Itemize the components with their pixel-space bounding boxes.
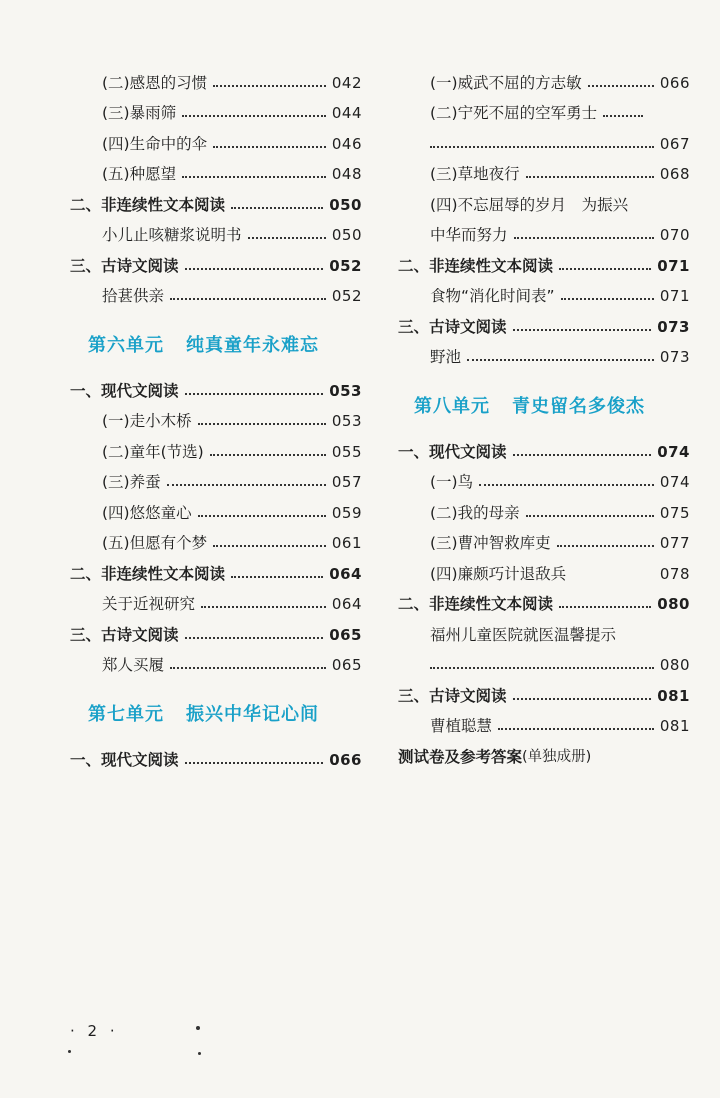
page-ref: 070	[659, 226, 690, 245]
unit-title: 纯真童年永难忘	[186, 335, 319, 356]
entry-title: 福州儿童医院就医温馨提示	[430, 625, 617, 644]
toc-continued-page[interactable]	[398, 129, 690, 160]
dot-leader	[167, 483, 326, 486]
toc-subsection-entry[interactable]	[70, 498, 362, 529]
dot-leader	[559, 605, 651, 608]
entry-title: (五)但愿有个梦	[102, 534, 208, 552]
dot-leader	[498, 727, 654, 730]
page-ref: 057	[331, 473, 362, 492]
unit-heading	[398, 373, 690, 437]
toc-section-entry[interactable]	[70, 620, 362, 651]
dot-leader	[182, 114, 326, 117]
page-ref: 081	[659, 717, 690, 736]
toc-subsection-entry[interactable]	[70, 129, 362, 160]
dot-leader	[513, 328, 652, 331]
page-ref: 066	[329, 750, 362, 769]
page-ref: 074	[657, 442, 690, 461]
toc-item-entry[interactable]	[70, 221, 362, 252]
dot-leader	[526, 175, 654, 178]
dot-leader	[603, 114, 643, 117]
page-ref: 044	[331, 104, 362, 123]
page-ref: 074	[659, 473, 690, 492]
entry-title: 食物“消化时间表”	[430, 287, 555, 305]
toc-item-entry[interactable]	[398, 343, 690, 374]
toc-section-entry[interactable]	[70, 745, 362, 776]
entry-title: 三、古诗文阅读	[398, 686, 507, 705]
toc-subsection-entry[interactable]	[398, 559, 690, 590]
toc-section-entry[interactable]	[398, 312, 690, 343]
page-ref: 067	[659, 134, 690, 153]
unit-heading	[70, 681, 362, 745]
entry-title: 关于近视研究	[102, 595, 196, 613]
page-ref: 073	[657, 317, 690, 336]
toc-item-entry[interactable]	[398, 712, 690, 743]
page-ref: 078	[659, 564, 690, 583]
toc-section-entry[interactable]	[398, 590, 690, 621]
page-ref: 066	[659, 73, 690, 92]
page-ref: 053	[329, 381, 362, 400]
toc-subsection-entry[interactable]	[398, 190, 690, 221]
toc-subsection-entry[interactable]	[398, 99, 690, 130]
page-ref: 052	[331, 287, 362, 306]
dot-leader	[198, 514, 326, 517]
toc-right-column	[398, 68, 690, 773]
page-ref: 042	[331, 73, 362, 92]
toc-item-entry[interactable]	[70, 282, 362, 313]
toc-section-entry[interactable]	[70, 190, 362, 221]
entry-title: (二)宁死不屈的空军勇士	[430, 104, 598, 122]
page-ref: 064	[329, 564, 362, 583]
dot-leader	[185, 392, 324, 395]
dot-leader	[479, 483, 654, 486]
toc-subsection-entry[interactable]	[398, 529, 690, 560]
toc-subsection-entry[interactable]	[70, 99, 362, 130]
page-ref: 061	[331, 534, 362, 553]
toc-section-entry[interactable]	[70, 251, 362, 282]
page-ref: 080	[657, 595, 690, 614]
toc-continued-page[interactable]	[398, 651, 690, 682]
entry-note: (单独成册)	[522, 749, 592, 765]
entry-title: 曹植聪慧	[430, 717, 493, 735]
entry-title: (二)童年(节选)	[102, 442, 204, 461]
toc-subsection-entry[interactable]	[398, 68, 690, 99]
entry-title: 郑人买履	[102, 656, 165, 674]
dot-leader	[231, 575, 323, 578]
entry-title: 野池	[430, 348, 462, 366]
entry-title: 二、非连续性文本阅读	[70, 564, 226, 583]
entry-title: 拾葚供亲	[102, 287, 165, 305]
unit-number: 第六单元	[88, 335, 164, 356]
dot-leader	[526, 514, 654, 517]
dot-leader	[182, 175, 326, 178]
dot-leader	[557, 544, 654, 547]
toc-left-column	[70, 68, 362, 776]
toc-section-entry[interactable]	[70, 376, 362, 407]
page-ref: 077	[659, 534, 690, 553]
unit-number: 第七单元	[88, 704, 164, 725]
toc-item-entry[interactable]	[398, 221, 690, 252]
unit-number: 第八单元	[414, 396, 490, 417]
dot-leader	[185, 267, 324, 270]
entry-title: 小儿止咳糖浆说明书	[102, 226, 242, 244]
dot-leader	[213, 84, 326, 87]
dot-leader	[248, 236, 326, 239]
dot-leader	[170, 297, 326, 300]
entry-title: (三)草地夜行	[430, 165, 520, 183]
page-ref: 050	[329, 195, 362, 214]
dot-leader	[514, 236, 654, 239]
entry-title: 一、现代文阅读	[70, 381, 179, 400]
toc-section-entry[interactable]	[398, 251, 690, 282]
toc-subsection-entry[interactable]	[398, 468, 690, 499]
entry-title: (二)感恩的习惯	[102, 73, 208, 92]
page-ref: 075	[659, 503, 690, 522]
dot-leader	[430, 145, 654, 148]
entry-title: (三)养蚕	[102, 473, 161, 491]
print-speck	[68, 1050, 71, 1053]
dot-leader	[210, 453, 326, 456]
entry-title: 一、现代文阅读	[70, 750, 179, 769]
entry-title: 测试卷及参考答案	[398, 747, 523, 766]
dot-leader	[231, 206, 323, 209]
entry-title: (四)廉颇巧计退敌兵	[430, 564, 567, 583]
page-ref: 059	[331, 503, 362, 522]
dot-leader	[185, 636, 324, 639]
print-speck	[198, 1052, 201, 1055]
page-ref: 055	[331, 442, 362, 461]
page-ref: 065	[329, 625, 362, 644]
dot-leader	[213, 145, 326, 148]
toc-subsection-entry[interactable]	[70, 160, 362, 191]
page-ref: 064	[331, 595, 362, 614]
dot-leader	[185, 761, 324, 764]
toc-section-entry[interactable]	[70, 559, 362, 590]
dot-leader	[430, 666, 654, 669]
entry-title: 二、非连续性文本阅读	[398, 256, 554, 275]
toc-subsection-entry[interactable]	[70, 68, 362, 99]
unit-heading	[70, 312, 362, 376]
toc-subsection-entry[interactable]	[398, 498, 690, 529]
entry-title: (一)鸟	[430, 473, 474, 491]
toc-item-entry[interactable]	[70, 590, 362, 621]
dot-leader	[561, 297, 654, 300]
entry-title: (四)不忘屈辱的岁月 为振兴	[430, 195, 629, 214]
entry-title: 二、非连续性文本阅读	[70, 195, 226, 214]
toc-section-entry[interactable]	[398, 437, 690, 468]
toc-subsection-entry[interactable]	[70, 407, 362, 438]
toc-item-entry[interactable]	[398, 282, 690, 313]
dot-leader	[513, 453, 652, 456]
entry-title: 三、古诗文阅读	[398, 317, 507, 336]
entry-title: 一、现代文阅读	[398, 442, 507, 461]
entry-title: 二、非连续性文本阅读	[398, 595, 554, 613]
dot-leader	[170, 666, 326, 669]
page-ref: 068	[659, 165, 690, 184]
entry-title: (四)生命中的伞	[102, 134, 208, 153]
dot-leader	[201, 605, 326, 608]
page-ref: 081	[657, 686, 690, 705]
page-ref: 071	[657, 256, 690, 275]
page-ref: 050	[331, 226, 362, 245]
dot-leader	[559, 267, 651, 270]
entry-title: (二)我的母亲	[430, 503, 520, 522]
entry-title: (一)走小木桥	[102, 412, 192, 430]
toc-subsection-entry[interactable]	[70, 529, 362, 560]
dot-leader	[198, 422, 326, 425]
toc-appendix-entry[interactable]	[398, 742, 690, 773]
entry-title: (三)曹冲智救库吏	[430, 534, 551, 552]
entry-title: 三、古诗文阅读	[70, 256, 179, 275]
entry-title: 三、古诗文阅读	[70, 625, 179, 644]
entry-title: (四)悠悠童心	[102, 503, 192, 522]
dot-leader	[513, 697, 652, 700]
page-ref: 073	[659, 348, 690, 367]
entry-title: (五)种愿望	[102, 165, 177, 183]
dot-leader	[213, 544, 326, 547]
page-ref: 053	[331, 412, 362, 431]
page-number: · 2 ·	[70, 1022, 119, 1040]
print-speck	[196, 1026, 200, 1030]
dot-leader	[467, 358, 654, 361]
unit-title: 振兴中华记心间	[186, 704, 319, 725]
toc-subsection-entry[interactable]	[70, 437, 362, 468]
toc-subsection-entry[interactable]	[70, 468, 362, 499]
page-ref: 048	[331, 165, 362, 184]
entry-title: (三)暴雨筛	[102, 104, 177, 122]
toc-item-entry[interactable]	[70, 651, 362, 682]
page-ref: 080	[659, 656, 690, 675]
toc-item-entry[interactable]	[398, 620, 690, 651]
entry-title: (一)威武不屈的方志敏	[430, 73, 582, 92]
toc-section-entry[interactable]	[398, 681, 690, 712]
page-ref: 052	[329, 256, 362, 275]
toc-subsection-entry[interactable]	[398, 160, 690, 191]
page-ref: 065	[331, 656, 362, 675]
page-ref: 046	[331, 134, 362, 153]
dot-leader	[588, 84, 654, 87]
entry-title: 中华而努力	[430, 226, 508, 244]
page-ref: 071	[659, 287, 690, 306]
unit-title: 青史留名多俊杰	[512, 396, 645, 417]
